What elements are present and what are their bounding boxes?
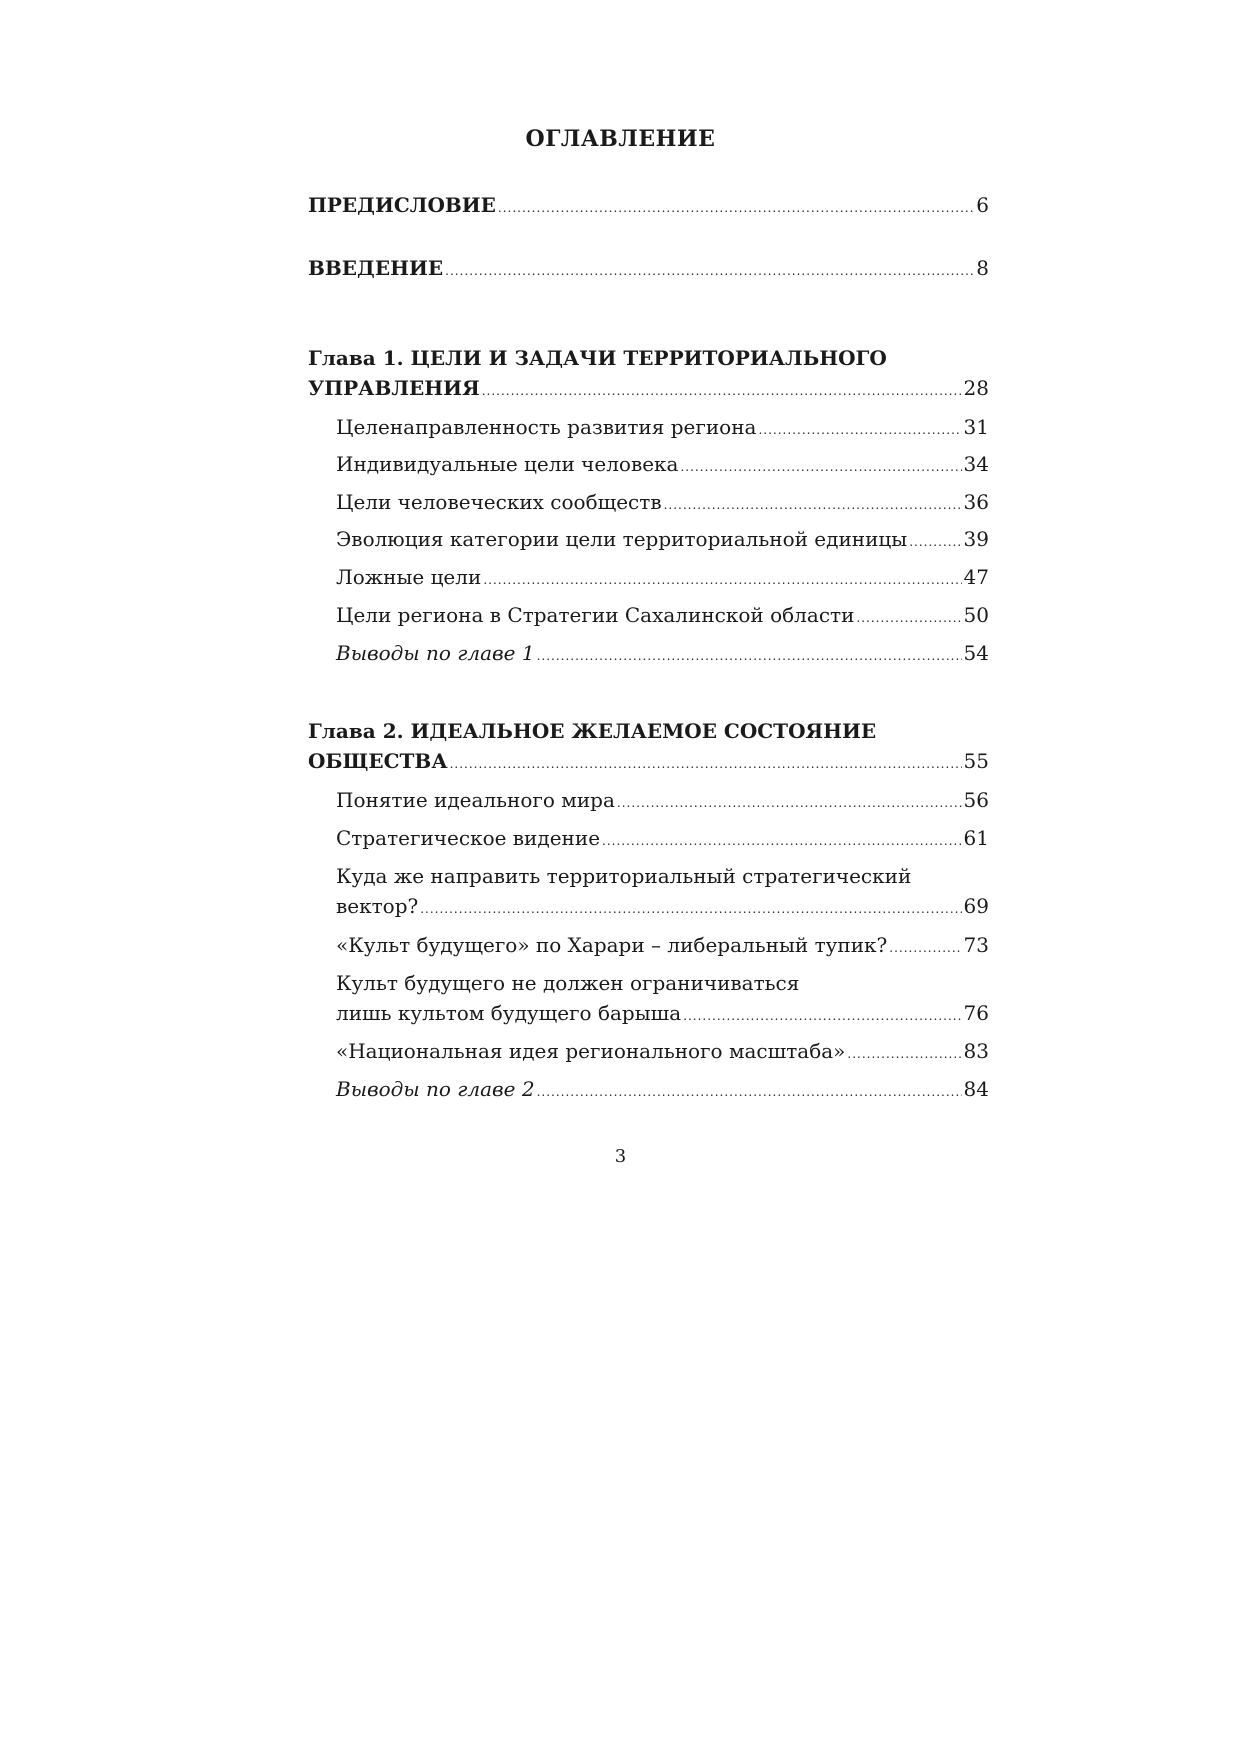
toc-entry-label: ОБЩЕСТВА <box>308 749 448 773</box>
toc-entry-label: Цели региона в Стратегии Сахалинской области <box>336 603 855 627</box>
toc-entry-label: вектор? <box>336 894 419 918</box>
dot-leader <box>664 490 962 520</box>
toc-page-number: 54 <box>963 641 989 665</box>
toc-entry-label-line1: Глава 2. ИДЕАЛЬНОЕ ЖЕЛАЕМОЕ СОСТОЯНИЕ <box>308 719 877 743</box>
dot-leader <box>602 826 962 856</box>
page-number: 3 <box>614 1146 627 1167</box>
toc-page-number: 8 <box>976 256 989 280</box>
dot-leader <box>847 1039 961 1069</box>
toc-entry-ch1-section-2[interactable] <box>336 449 989 482</box>
toc-page-number: 83 <box>963 1039 989 1063</box>
toc-entry-label: Стратегическое видение <box>336 826 601 850</box>
toc-entry-ch2-section-6[interactable] <box>336 1036 989 1069</box>
dot-leader <box>420 894 961 924</box>
toc-entry-label: Ложные цели <box>336 565 482 589</box>
toc-entry-label-line1: Глава 1. ЦЕЛИ И ЗАДАЧИ ТЕРРИТОРИАЛЬНОГО <box>308 346 887 370</box>
dot-leader <box>909 527 961 557</box>
dot-leader <box>482 376 962 406</box>
dot-leader <box>758 415 961 445</box>
toc-entry-ch1-section-5[interactable] <box>336 562 989 595</box>
dot-leader <box>889 933 961 963</box>
toc-entry-label: Цели человеческих сообществ <box>336 490 662 514</box>
dot-leader <box>445 256 974 286</box>
dot-leader <box>537 1077 962 1107</box>
toc-page-number: 69 <box>963 894 989 918</box>
toc-entry-ch1-section-1[interactable] <box>336 412 989 445</box>
toc-title: ОГЛАВЛЕНИЕ <box>525 126 716 152</box>
toc-entry-label: Выводы по главе 1 <box>336 641 535 665</box>
toc-entry-label: ВВЕДЕНИЕ <box>308 256 444 280</box>
toc-page-number: 39 <box>963 527 989 551</box>
toc-entry-ch1-section-4[interactable] <box>336 524 989 557</box>
toc-entry-ch1-conclusions[interactable] <box>336 638 989 671</box>
toc-entry-label: Понятие идеального мира <box>336 788 615 812</box>
toc-page-number: 56 <box>963 788 989 812</box>
toc-entry-label: лишь культом будущего барыша <box>336 1001 682 1025</box>
dot-leader <box>483 565 961 595</box>
toc-entry-label-line1: Куда же направить территориальный стратегический <box>336 864 912 888</box>
toc-entry-intro[interactable] <box>308 253 989 286</box>
toc-entry-label: «Национальная идея регионального масштаба» <box>336 1039 846 1063</box>
toc-entry-label-line1: Культ будущего не должен ограничиваться <box>336 971 800 995</box>
dot-leader <box>617 788 962 818</box>
toc-entry-label: Выводы по главе 2 <box>336 1077 535 1101</box>
toc-entry-label: Целенаправленность развития региона <box>336 415 757 439</box>
toc-entry-label: УПРАВЛЕНИЯ <box>308 376 480 400</box>
dot-leader <box>450 749 962 779</box>
toc-page-number: 73 <box>963 933 989 957</box>
toc-page-number: 34 <box>963 452 989 476</box>
toc-entry-ch2-section-1[interactable] <box>336 785 989 818</box>
toc-page-number: 28 <box>963 376 989 400</box>
toc-page-number: 47 <box>963 565 989 589</box>
toc-entry-ch2-section-5[interactable] <box>336 968 989 1031</box>
dot-leader <box>856 603 961 633</box>
toc-entry-label: ПРЕДИСЛОВИЕ <box>308 193 496 217</box>
toc-page-number: 36 <box>963 490 989 514</box>
toc-entry-label: Индивидуальные цели человека <box>336 452 679 476</box>
toc-entry-preface[interactable] <box>308 190 989 223</box>
toc-page-number: 61 <box>963 826 989 850</box>
toc-page-number: 84 <box>963 1077 989 1101</box>
toc-entry-label: «Культ будущего» по Харари – либеральный тупик? <box>336 933 888 957</box>
toc-entry-ch2-section-2[interactable] <box>336 823 989 856</box>
toc-entry-label: Эволюция категории цели территориальной единицы <box>336 527 908 551</box>
dot-leader <box>680 452 961 482</box>
toc-entry-ch1-section-6[interactable] <box>336 600 989 633</box>
toc-entry-ch2-section-3[interactable] <box>336 861 989 924</box>
dot-leader <box>683 1001 961 1031</box>
toc-page-number: 50 <box>963 603 989 627</box>
toc-page-number: 76 <box>963 1001 989 1025</box>
toc-page-number: 31 <box>963 415 989 439</box>
toc-entry-chapter-2[interactable] <box>308 716 989 779</box>
toc-entry-chapter-1[interactable] <box>308 343 989 406</box>
toc-entry-ch1-section-3[interactable] <box>336 487 989 520</box>
dot-leader <box>498 193 974 223</box>
toc-entry-ch2-section-4[interactable] <box>336 930 989 963</box>
toc-page-number: 55 <box>963 749 989 773</box>
toc-entry-ch2-conclusions[interactable] <box>336 1074 989 1107</box>
toc-page-number: 6 <box>976 193 989 217</box>
dot-leader <box>537 641 962 671</box>
